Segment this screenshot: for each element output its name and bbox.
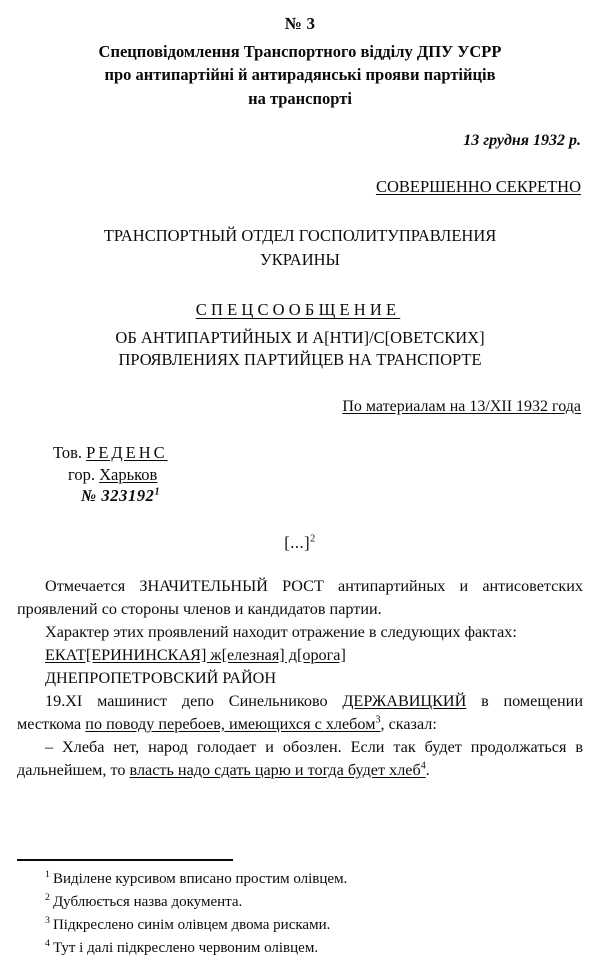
incident-part-1: 19.XI машинист депо Синельниково <box>45 691 343 710</box>
footnote-text: Підкреслено синім олівцем двома рисками. <box>52 916 331 933</box>
organization-line-2: УКРАИНЫ <box>260 250 340 270</box>
footnote-marker: 2 <box>45 891 50 903</box>
addressee-reference-row <box>81 485 583 506</box>
addressee-city-prefix: гор. <box>68 464 95 484</box>
body-paragraph-quote <box>17 736 583 782</box>
footnote-marker: 1 <box>45 868 50 880</box>
footnote-text: Тут і далі підкреслено червоним олівцем. <box>52 939 319 956</box>
incident-person-name: ДЕРЖАВИЦКИЙ <box>342 691 467 710</box>
growth-emphasis-text: ЗНАЧИТЕЛЬНЫЙ РОСТ <box>139 576 324 595</box>
district-heading: ДНЕПРОПЕТРОВСКИЙ РАЙОН <box>45 668 277 687</box>
addressee-reference-footnote-marker: 1 <box>154 486 161 498</box>
quote-part-2: . <box>425 760 430 779</box>
document-heading-line-2: про антипартійні й антирадянські прояви партійців <box>104 65 496 85</box>
incident-part-3: , сказал: <box>380 714 437 733</box>
quote-underlined-phrase-text: власть надо сдать царю и тогда будет хлеб <box>129 760 421 779</box>
body-paragraph-character: Характер этих проявлений находит отражение в следующих фактах: <box>45 622 517 641</box>
growth-lead-text: Отмечается <box>45 576 140 595</box>
organization-line-1: ТРАНСПОРТНЫЙ ОТДЕЛ ГОСПОЛИТУПРАВЛЕНИЯ <box>103 226 497 246</box>
omission-marker-text: [...] <box>284 532 311 552</box>
footnote-separator-rule <box>17 859 233 861</box>
document-heading-line-3: на транспорті <box>248 88 352 108</box>
footnote-item <box>45 868 583 891</box>
quote-part-1: Хлеба нет, народ голодает и обозлен. Если так будет продолжаться в дальнейшем, то <box>17 737 583 779</box>
footnote-list <box>45 868 583 960</box>
quote-dash: – <box>45 737 63 756</box>
omission-marker <box>17 533 583 553</box>
footnotes-section <box>17 859 583 960</box>
addressee-city-row <box>68 464 583 485</box>
addressee-city: Харьков <box>99 464 158 484</box>
omission-marker-footnote: 2 <box>310 533 316 545</box>
footnote-item <box>45 891 583 914</box>
footnote-marker: 4 <box>45 937 50 949</box>
secrecy-stamp-text: СОВЕРШЕННО СЕКРЕТНО <box>375 177 581 197</box>
addressee-block <box>53 442 583 506</box>
footnote-text: Дублюється назва документа. <box>52 893 243 910</box>
report-subtitle-line-1: ОБ АНТИПАРТИЙНЫХ И А[НТИ]/С[ОВЕТСКИХ] <box>115 328 485 348</box>
document-body <box>17 575 583 782</box>
addressee-reference-number: № 323192 <box>81 486 155 506</box>
incident-footnote-marker: 3 <box>375 714 381 726</box>
railway-heading-text: ЕКАТ[ЕРИНИНСКАЯ] ж[елезная] д[орога] <box>45 645 346 664</box>
body-paragraph-growth <box>17 575 583 621</box>
document-heading <box>17 40 583 110</box>
report-title <box>17 300 583 320</box>
document-page <box>0 14 600 972</box>
incident-underlined-phrase-text: по поводу перебоев, имеющихся с хлебом <box>85 714 376 733</box>
report-subtitle-line-2: ПРОЯВЛЕНИЯХ ПАРТИЙЦЕВ НА ТРАНСПОРТЕ <box>118 350 482 370</box>
footnote-text: Виділене курсивом вписано простим олівцем. <box>52 870 348 887</box>
growth-tail-text: антипартийных и антисоветских проявлений со стороны членов и кандидатов партии. <box>17 576 583 618</box>
footnote-item <box>45 914 583 937</box>
quote-footnote-marker: 4 <box>420 760 426 772</box>
footnote-marker: 3 <box>45 914 50 926</box>
secrecy-stamp <box>17 177 583 197</box>
source-materials-text: По материалам на 13/XII 1932 года <box>342 398 581 416</box>
document-date: 13 грудня 1932 р. <box>463 132 581 150</box>
document-heading-line-1: Спецповідомлення Транспортного відділу ДПУ УСРР <box>98 42 502 61</box>
addressee-name-row <box>53 442 583 463</box>
addressee-salutation: Тов. <box>53 443 83 463</box>
footnote-item <box>45 937 583 960</box>
organization-name <box>17 224 583 272</box>
report-title-text: СПЕЦСООБЩЕНИЕ <box>195 300 401 320</box>
body-paragraph-incident <box>17 690 583 736</box>
document-number: № 3 <box>284 14 316 33</box>
incident-part-2: в помещении месткома <box>17 691 583 733</box>
railway-heading <box>17 644 583 667</box>
incident-underlined-phrase <box>85 715 380 733</box>
addressee-name: РЕДЕНС <box>86 443 168 463</box>
report-subtitle <box>17 327 583 371</box>
quote-underlined-phrase <box>130 761 426 779</box>
source-materials-line <box>17 398 583 416</box>
